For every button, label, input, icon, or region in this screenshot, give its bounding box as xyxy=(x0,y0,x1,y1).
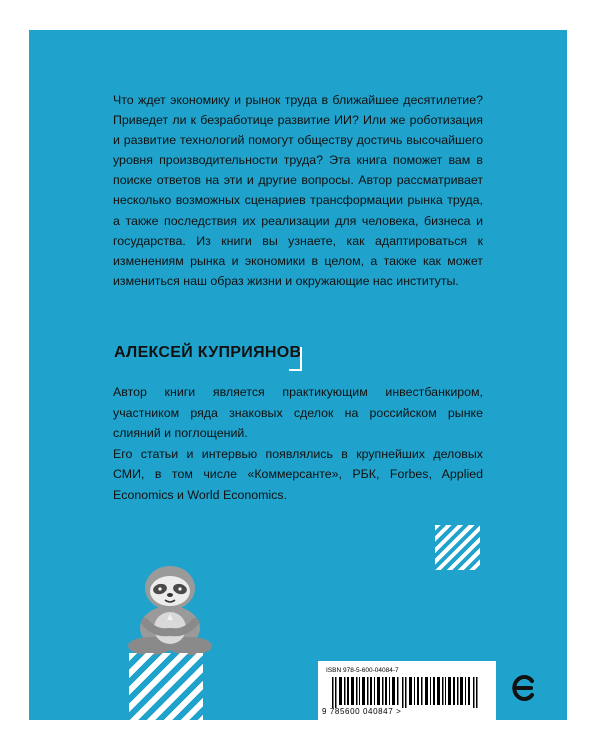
book-blurb: Что ждет экономику и рынок труда в ближайшее десятилетие? Приведет ли к безработице развитие ИИ? Или же роботизация и развитие технологий помогут обществу достичь высочайшего уровня производительности труда? Эта книга поможет вам в поиске ответов на эти и другие вопросы. Автор рассматривает несколько возможных сценариев трансформации рынка труда, а также последствия их реализации для человека, бизнеса и государства. Из книги вы узнаете, как адаптироваться к изменениям рынка и экономики в целом, а также как может измениться наш образ жизни и окружающие нас институты. xyxy=(113,93,483,288)
barcode-label xyxy=(318,661,496,720)
author-bio-paragraph: Автор книги является практикующим инвестбанкиром, участником ряда знаковых сделок на российском рынке слияний и поглощений. xyxy=(113,385,483,440)
author-name: АЛЕКСЕЙ КУПРИЯНОВ xyxy=(114,344,302,361)
corner-bracket-decoration xyxy=(289,347,302,371)
publisher-e-logo-icon xyxy=(510,673,536,703)
author-bio-paragraph: Его статьи и интервью появлялись в крупнейших деловых СМИ, в том числе «Коммерсанте», РБК, Forbes, Applied Economics и World Economics. xyxy=(113,446,483,502)
barcode-digits: 9 785600 040847 > xyxy=(322,707,402,716)
barcode-bars xyxy=(332,677,478,708)
isbn-text: ISBN 978-5-600-04084-7 xyxy=(326,667,399,674)
striped-square-decoration xyxy=(129,653,203,721)
sloth-icon xyxy=(125,562,215,657)
striped-square-decoration xyxy=(435,525,480,570)
author-bio xyxy=(113,382,483,505)
